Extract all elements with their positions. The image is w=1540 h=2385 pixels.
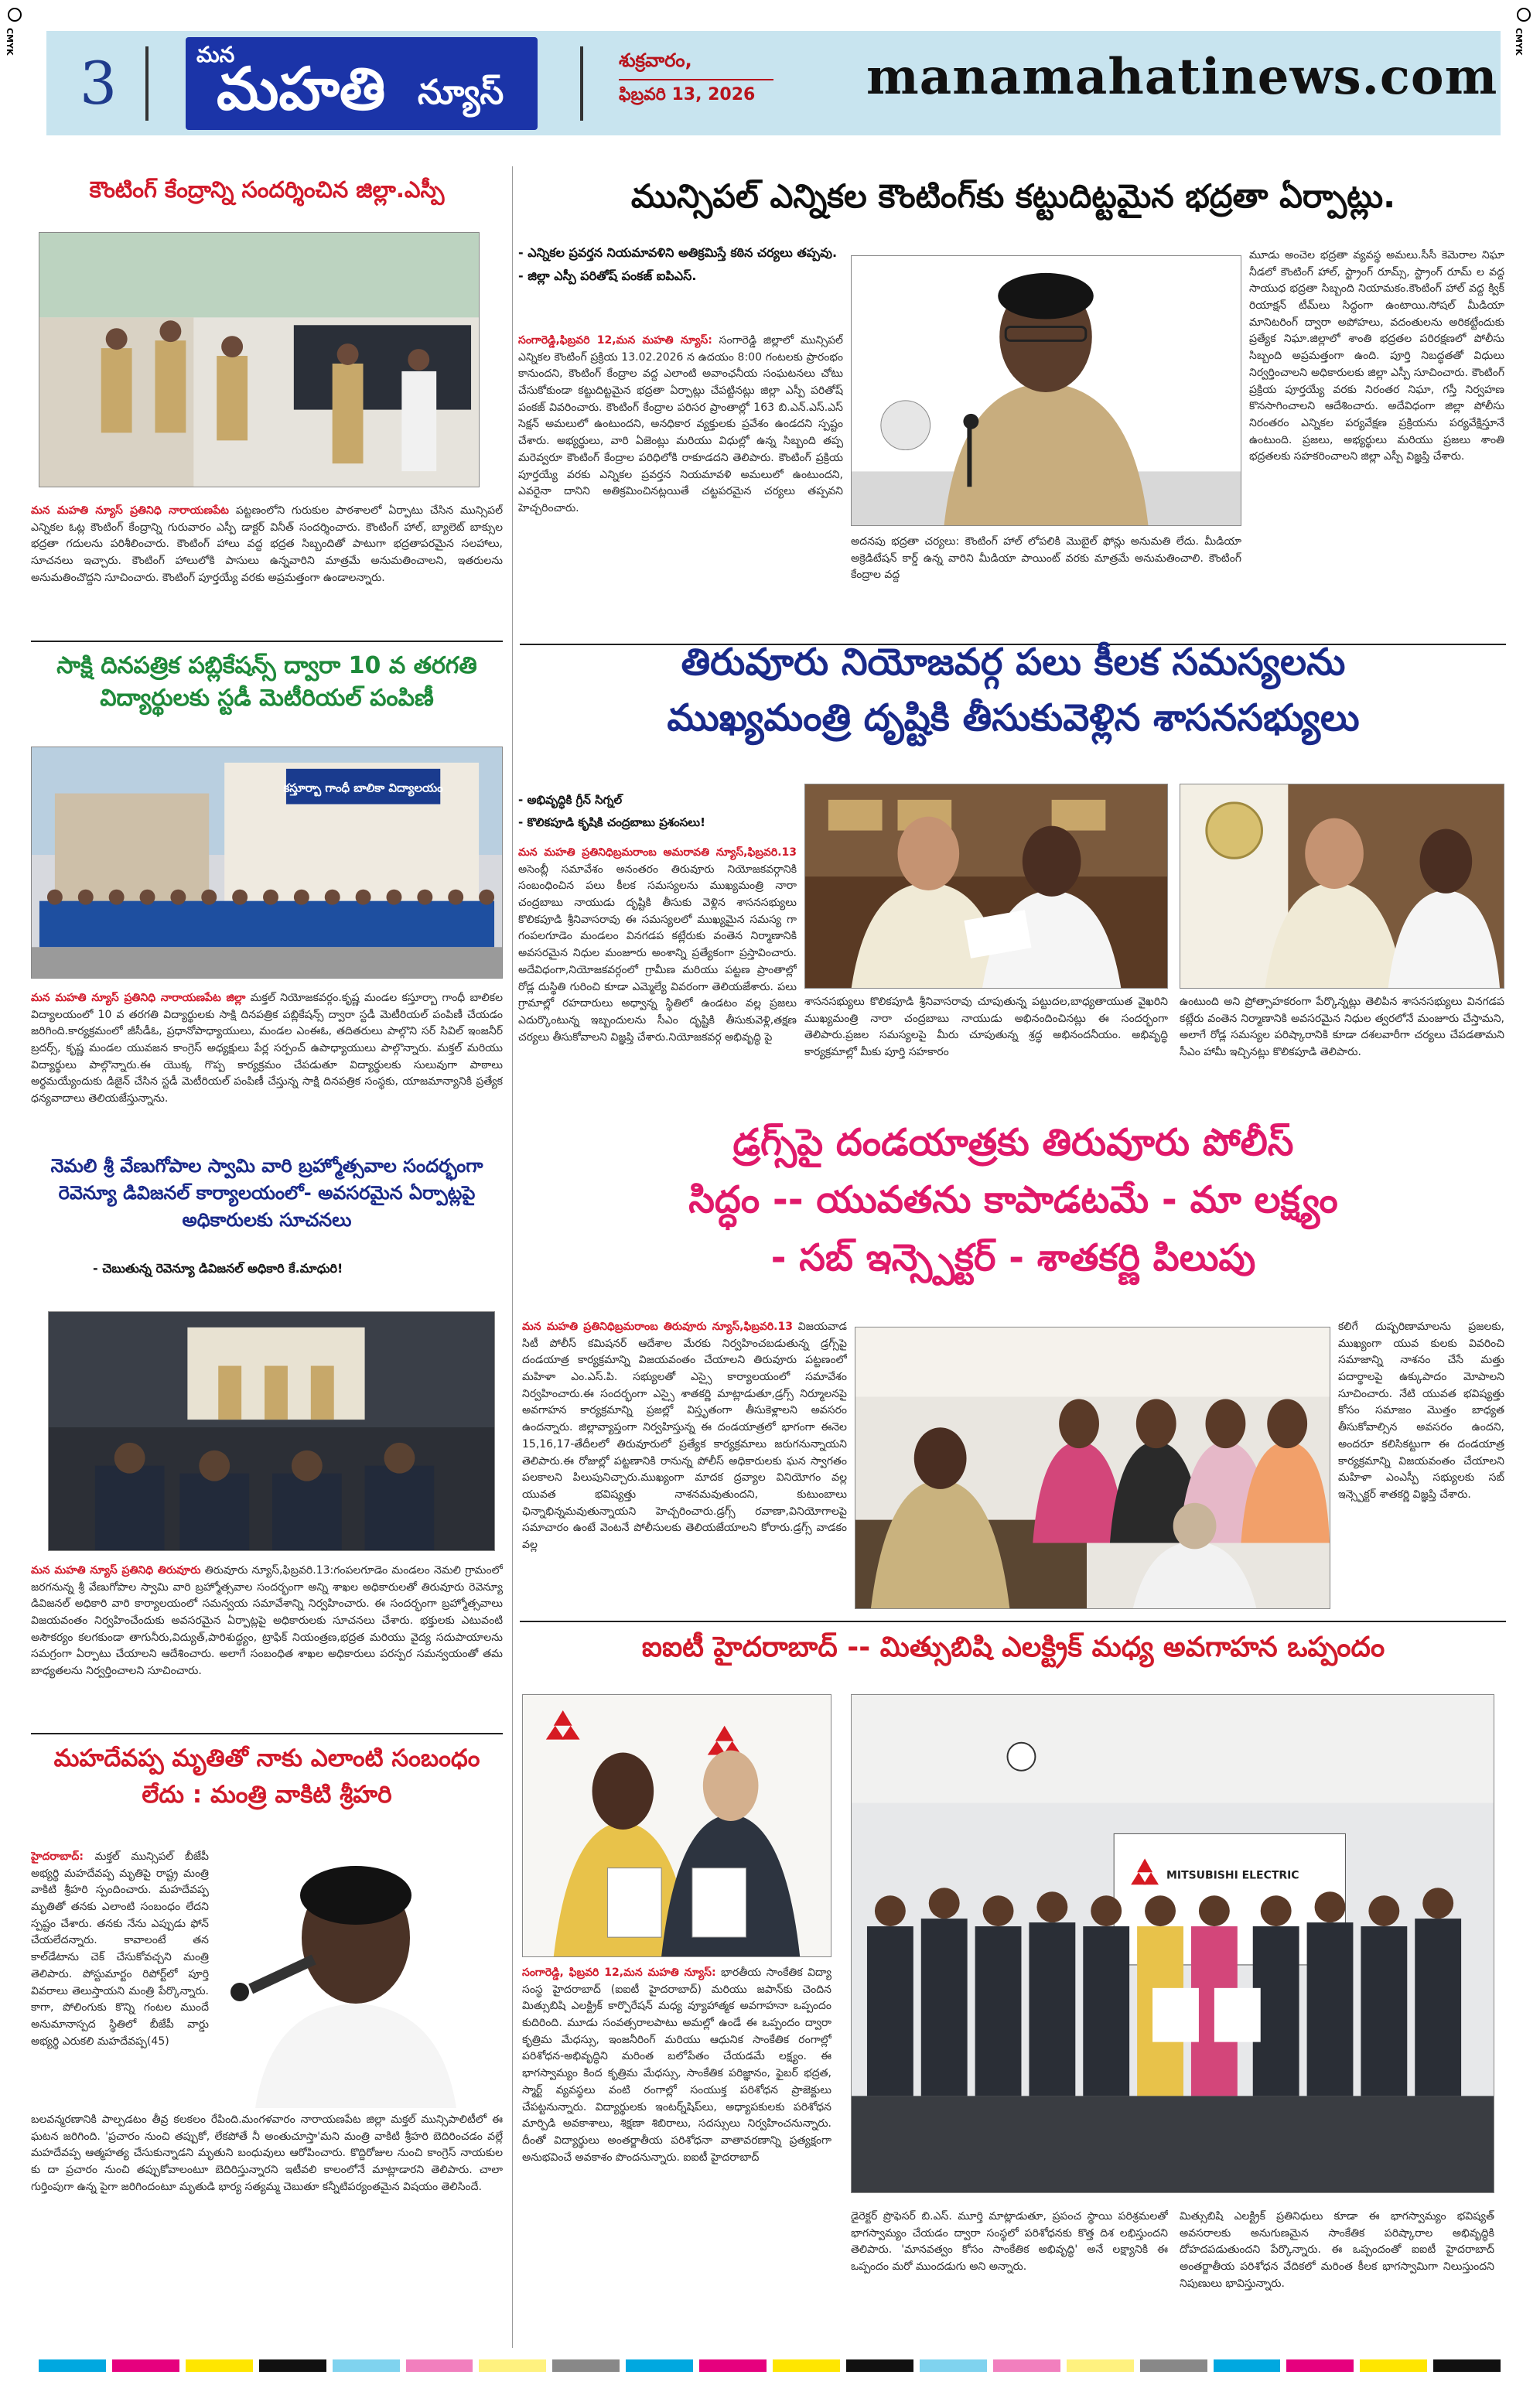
color-swatch (699, 2359, 767, 2372)
color-swatch (1360, 2359, 1427, 2372)
article5-body-wide: బలవన్మరణానికి పాల్పడటం తీవ్ర కలకలం రేపింది.మంగళవారం నారాయణపేట జిల్లా మక్తల్ మున్సిపాలిటీలో ఈ ఘటన జరిగింది. 'ప్రచారం నుంచి తప్పుకో, లేకపోతే నీ అంతుచూస్తా'మని మంత్రి వాకిటి శ్రీహరి బెదిరించడం వల్లే మహదేవప్ప ఆత్మహత్య చేసుకున్నాడని మృతుని బంధువులు ఆరోపించారు. కొద్దిరోజుల నుంచి కాంగ్రెస్ నాయకుల కు దా ప్రచారం నుంచి తప్పుకోవాలంటూ బెదిరిస్తున్నారని ఇటీవలి కాలంలోనే మాట్లాడారని తెలిపారు. చాలా గుర్తింపుగా ఉన్న పైగా జరిగిందంటూ మృతుడి భార్య సత్యమ్మ చెబుతూ కన్నీటిపర్యంతమైన విషయం తెలిసిందే. (31, 2113, 503, 2193)
article6-photo-1 (804, 784, 1168, 989)
mitsubishi-brand-text: MITSUBISHI ELECTRIC (1166, 1869, 1299, 1882)
article7-text-col1: విజయవాడ సిటీ పోలీస్ కమిషనర్ ఆదేశాల మేరకు నిర్వహించబడుతున్న డ్రగ్స్‌పై దండయాత్ర కార్యక్రమాన్ని విజయవంతం చేయాలని తిరువూరు పట్టణంలో మహిళా ఎం.ఎస్.పి. సభ్యులతో ఎస్సై కార్యాలయంలో సమావేశం నిర్వహించారు.ఈ సందర్భంగా ఎస్సై శాతకర్ణి మాట్లాడుతూ,డ్రగ్స్ నిర్మూలనపై అవగాహన కార్యక్రమాన్ని ప్రజల్లో విస్తృతంగా తీసుకెళ్లాలని అవసరం ఉందన్నారు. జిల్లావ్యాప్తంగా నిర్వహిస్తున్న ఈ దండయాత్రలో భాగంగా ఈనెల 15,16,17-తేదీలలో తిరువూరులో ప్రత్యేక కార్యక్రమాలు జరుగనున్నాయని తెలిపారు.ఈ రోజుల్లో పట్టణానికి రానున్న పోలీస్ అధికారులకు ఘన స్వాగతం పలకాలని పిలుపునిచ్చారు.ముఖ్యంగా మాదక ద్రవ్యాల వినియోగం వల్ల యువత భవిష్యత్తు నాశనమవుతుందని, కుటుంబాలు ఛిన్నాభిన్నమవుతున్నాయని హెచ్చరించారు.డ్రగ్స్ రవాణా,వినియోగాలపై సమాచారం ఉంటే వెంటనే పోలీసులకు తెలియజేయాలని కోరారు.డ్రగ్స్ వాడకం వల్ల (522, 1321, 847, 1551)
article3-dateline: మన మహతి న్యూస్ ప్రతినిధి నారాయణపేట జిల్లా (31, 992, 246, 1004)
article6-bullets (518, 789, 797, 833)
cmyk-label: CMYK (1514, 28, 1524, 56)
logo-prefix: మన (196, 42, 235, 67)
article8-headline: ఐఐటీ హైదరాబాద్ -- మిత్సుబిషి ఎలక్ట్రిక్ మధ్య అవగాహన ఒప్పందం (641, 1632, 1385, 1663)
article6-headline-line: తిరువూరు నియోజవర్గ పలు కీలక సమస్యలను (681, 641, 1346, 684)
divider (580, 46, 583, 121)
article3-body (31, 990, 503, 1149)
separator (31, 641, 503, 642)
article6-dateline: మన మహతి ప్రతినిధిబ్రమరాంబ అమరావతి న్యూస్,ఫిబ్రవరి.13 (518, 846, 797, 859)
masthead (46, 31, 1501, 135)
color-swatch (1286, 2359, 1354, 2372)
article6-body-col2: శాసనసభ్యులు కొలికపూడి శ్రీనివాసరావు చూపుతున్న పట్టుదల,బాధ్యతాయుత వైఖరిని ముఖ్యమంత్రి నారా చంద్రబాబు నాయుడు అభినందించినట్లు ఈ సందర్భంగా తెలిపారు.ప్రజల సమస్యలపై మీరు చూపుతున్న శ్రద్ధ అభినందనీయం. అభివృద్ధి కార్యక్రమాల్లో మీకు పూర్తి సహకారం (804, 996, 1168, 1059)
article4-body (31, 1563, 503, 1729)
article2-bullets (518, 241, 843, 289)
article1-body (31, 503, 503, 627)
article5-dateline: హైదరాబాద్: (31, 1850, 84, 1863)
article4-headline: నెమలి శ్రీ వేణుగోపాల స్వామి వారి బ్రహ్మోత్సవాల సందర్భంగా రెవెన్యూ డివిజనల్ కార్యాలయంలో- అవసరమైన ఏర్పాట్లపై అధికారులకు సూచనలు (50, 1155, 483, 1231)
article2-dateline: సంగారెడ్డి,ఫిబ్రవరి 12,మన మహతి న్యూస్: (518, 334, 712, 347)
article7-headline-line: డ్రగ్స్‌పై దండయాత్రకు తిరువూరు పోలీస్ (732, 1121, 1294, 1164)
article8-body-col3: మిత్సుబిషి ఎలక్ట్రిక్ ప్రతినిధులు కూడా ఈ భాగస్వామ్యం భవిష్యత్ అవసరాలకు అనుగుణమైన సాంకేతిక పరిష్కారాల అభివృద్ధికి దోహదపడుతుందని పేర్కొన్నారు. ఈ ఒప్పందంతో ఐఐటీ హైదరాబాద్ అంతర్జాతీయ పరిశోధన వేదికలో మరింత కీలక భాగస్వామిగా నిలుస్తుందని నిపుణులు భావిస్తున్నారు. (1180, 2210, 1494, 2290)
issue-date-text: ఫిబ్రవరి 13, 2026 (619, 85, 756, 104)
cmyk-label: CMYK (5, 28, 15, 56)
registration-mark-icon (1517, 8, 1531, 22)
color-swatch (1433, 2359, 1501, 2372)
article2-headline: మున్సిపల్ ఎన్నికల కౌంటింగ్‌కు కట్టుదిట్టమైన భద్రతా ఏర్పాట్లు. (630, 177, 1396, 215)
article8-body-col1 (522, 1965, 831, 2344)
article7-headline-line: - సబ్ ఇన్స్పెక్టర్ - శాతకర్ణి పిలుపు (770, 1235, 1256, 1280)
color-swatch (1214, 2359, 1281, 2372)
logo-title: మహతి (217, 54, 386, 123)
article6-photo-2 (1180, 784, 1504, 989)
color-swatch (259, 2359, 326, 2372)
color-swatch (1140, 2359, 1207, 2372)
article1-dateline: మన మహతి న్యూస్ ప్రతినిధి నారాయణపేట (31, 504, 229, 517)
website-url[interactable]: manamahatinews.com (866, 48, 1498, 106)
color-swatch (39, 2359, 106, 2372)
separator (520, 1621, 1506, 1622)
article5-body-narrow (31, 1849, 209, 2104)
issue-date (619, 50, 773, 108)
color-swatch (920, 2359, 987, 2372)
color-swatch (333, 2359, 400, 2372)
separator (31, 1733, 503, 1734)
article8-photo-1 (522, 1694, 831, 1957)
school-sign-text: కస్తూర్బా గాంధీ బాలికా విద్యాలయం (283, 781, 443, 795)
article1-headline: కౌంటింగ్ కేంద్రాన్ని సందర్శించిన జిల్లా.ఎస్పీ (89, 176, 445, 203)
article4-subline: - చెబుతున్న రెవెన్యూ డివిజనల్ అధికారి కే.మాధురి! (93, 1261, 343, 1276)
article6-text-col1: అసెంబ్లీ సమావేశం అనంతరం తిరువూరు నియోజకవర్గానికి సంబంధించిన పలు కీలక సమస్యలను ముఖ్యమంత్రి నారా చంద్రబాబు నాయుడు దృష్టికి తీసుకు వెళ్లిన శాసనసభ్యులు కొలికపూడి శ్రీనివాసరావు ఈ సమస్యలలో ముఖ్యమైన సమస్య గా గంపలగూడెం మండలం వినగడప కట్లేరుకు వంతెన నిర్మాణానికి అవసరమైన నిధుల మంజూరు అంశాన్ని ప్రత్యేకంగా ప్రస్తావించారు. అదేవిధంగా,నియోజకవర్గంలో గ్రామీణ మరియు పట్టణ ప్రాంతాల్లో రోడ్ల దుస్థితి గురించి కూడా ఎమ్మెల్యే వివరంగా తెలియజేశారు. పలు గ్రామాల్లో రహదారులు అధ్వాన్న స్థితిలో ఉండటం వల్ల ప్రజలు ఎదుర్కొంటున్న ఇబ్బందులను సీఎం దృష్టికి తీసుకువెళ్లి,తక్షణ చర్యలు తీసుకోవాలని విజ్ఞప్తి చేశారు.నియోజకవర్గ అభివృద్ధి పై (518, 863, 797, 1044)
article7-body-col2: కలిగే దుష్పరిణామాలను ప్రజలకు, ముఖ్యంగా యువ కులకు వివరించి సమాజాన్ని నాశనం చేసే మత్తు పదార్థాలపై ఉక్కుపాదం మోపాలని సూచించారు. నేటి యువత భవిష్యత్తు కోసం సమాజం మొత్తం బాధ్యత తీసుకోవాల్సిన అవసరం ఉందని, అందరూ కలిసికట్టుగా ఈ దండయాత్ర కార్యక్రమాన్ని విజయవంతం చేయాలని మహిళా ఎంఎస్పీ సభ్యులకు సబ్ ఇన్స్పెక్టర్ శాతకర్ణి విజ్ఞప్తి చేశారు. (1338, 1321, 1504, 1501)
article3-headline: సాక్షి దినపత్రిక పబ్లికేషన్స్ ద్వారా 10 వ తరగతి విద్యార్థులకు స్టడీ మెటీరియల్ పంపిణీ (56, 652, 477, 712)
article3-photo (31, 747, 503, 979)
article7-headline (522, 1114, 1504, 1286)
divider (145, 46, 149, 121)
color-swatch (1067, 2359, 1134, 2372)
article5-photo (224, 1853, 487, 2108)
color-swatch (993, 2359, 1060, 2372)
registration-mark-icon (8, 8, 22, 22)
article6-bullet: - అభివృద్ధికి గ్రీన్ సిగ్నల్ (518, 793, 623, 807)
color-swatch (552, 2359, 620, 2372)
article8-photo-2 (851, 1694, 1494, 2193)
article8-dateline: సంగారెడ్డి, ఫిబ్రవరి 12,మన మహతి న్యూస్: (522, 1966, 716, 1979)
newspaper-logo (186, 37, 538, 130)
color-swatch (626, 2359, 693, 2372)
color-swatch (186, 2359, 253, 2372)
article7-photo (855, 1327, 1330, 1609)
article2-body-col1 (518, 333, 843, 642)
article7-dateline: మన మహతి ప్రతినిధిబ్రమరాంబ తిరువూరు న్యూస్,ఫిబ్రవరి.13 (522, 1321, 793, 1333)
article8-text-col1: భారతీయ సాంకేతిక విద్యా సంస్థ హైదరాబాద్ (ఐఐటీ హైదరాబాద్) మరియు జపాన్‌కు చెందిన మిత్సుబిషి ఎలక్ట్రిక్ కార్పొరేషన్ మధ్య వ్యూహాత్మక అవగాహనా ఒప్పందం కుదిరింది. మూడు సంవత్సరాలపాటు అమల్లో ఉండే ఈ ఒప్పందం ద్వారా కృత్రిమ మేధస్సు, ఇంజనీరింగ్ మరియు ఆధునిక సాంకేతిక రంగాల్లో పరిశోధన-అభివృద్ధిని మరింత బలోపేతం చేయడమే లక్ష్యం. ఈ భాగస్వామ్యం కింద కృత్రిమ మేధస్సు, సాంకేతిక పరిజ్ఞానం, ఫైబర్ భద్రత, స్మార్ట్ వ్యవస్థలు వంటి రంగాల్లో సంయుక్త పరిశోధన ప్రాజెక్టులు చేపట్టనున్నారు. విద్యార్థులకు ఇంటర్న్‌షిప్‌లు, అధ్యాపకులకు పరిశోధన మార్పిడి అవకాశాలు, శిక్షణా శిబిరాలు, సదస్సులు నిర్వహించనున్నారు. దీంతో విద్యార్థులు అంతర్జాతీయ పరిశోధనా వాతావరణాన్ని ప్రత్యక్షంగా అనుభవించే అవకాశం పొందనున్నారు. ఐఐటీ హైదరాబాద్ (522, 1966, 831, 2164)
article2-text-col1: సంగారెడ్డి జిల్లాలో మున్సిపల్ ఎన్నికల కౌంటింగ్ ప్రక్రియ 13.02.2026 న ఉదయం 8:00 గంటలకు ప్రారంభం కానుందని, కౌంటింగ్ కేంద్రాల వద్ద ఎలాంటి అవాంఛనీయ సంఘటనలు చోటు చేసుకోకుండా కట్టుదిట్టమైన భద్రతా ఏర్పాట్లు చేపట్టినట్లు జిల్లా ఎస్పీ పరితోష్ పంకజ్ వివరించారు. కౌంటింగ్ కేంద్రాల పరిసర ప్రాంతాల్లో 163 బి.ఎన్.ఎస్.ఎస్ సెక్షన్ అమలులో ఉంటుందని, అనధికార వ్యక్తులకు ప్రవేశం ఉండదని స్పష్టం చేశారు. అభ్యర్థులు, వారి ఏజెంట్లు మరియు విధుల్లో ఉన్న సిబ్బంది తప్ప మరెవ్వరూ కౌంటింగ్ కేంద్రాల పరిధిలోకి రాకూడదని తెలిపారు. కౌంటింగ్ ప్రక్రియ పూర్తయ్యే వరకు ఎన్నికల ప్రవర్తన నియమావళి అమలులో ఉంటుందని, ఎవరైనా దానిని అతిక్రమించినట్లయితే చట్టపరమైన చర్యలు తప్పవని హెచ్చరించారు. (518, 334, 843, 514)
color-swatch (773, 2359, 840, 2372)
article6-headline-line: ముఖ్యమంత్రి దృష్టికి తీసుకువెళ్లిన శాసనసభ్యులు (667, 696, 1360, 740)
article4-photo (48, 1311, 495, 1551)
column-divider (512, 166, 513, 2348)
color-calibration-bar (39, 2359, 1501, 2375)
article1-photo (39, 232, 480, 487)
article5-text-narrow: మక్తల్ మున్సిపల్ బీజేపీ అభ్యర్థి మహదేవప్ప మృతిపై రాష్ట్ర మంత్రి వాకిటి శ్రీహరి స్పందించారు. మహదేవప్ప మృతితో తనకు ఎలాంటి సంబంధం లేదని స్పష్టం చేశారు. తనకు నేను ఎప్పుడు ఫోన్ చేయలేదన్నారు. కావాలంటే తన కాల్‌డేటాను చెక్ చేసుకోవచ్చని మంత్రి తెలిపారు. పోస్టుమార్టం రిపోర్ట్‌లో పూర్తి వివరాలు తెలుస్తాయని మంత్రి పేర్కొన్నారు. కాగా, పోలింగుకు కొన్ని గంటల ముందే అనుమానాస్పద స్థితిలో బీజేపీ వార్డు అభ్యర్థి ఎరుకలి మహదేవప్ప(45) (31, 1850, 209, 2048)
issue-day: శుక్రవారం, (619, 50, 773, 80)
crop-mark-left (0, 0, 31, 62)
page-number: 3 (79, 49, 118, 118)
article4-text: తిరువూరు న్యూస్,ఫిబ్రవరి.13:గంపలగూడెం మండలం నెమలి గ్రామంలో జరగనున్న శ్రీ వేణుగోపాల స్వామి వారి బ్రహ్మోత్సవాల సందర్భంగా అన్ని శాఖల అధికారులతో తిరువూరు రెవెన్యూ డివిజనల్ అధికారి వారి కార్యాలయంలో సమన్వయ సమావేశాన్ని నిర్వహించారు. ఈ సందర్భంగా బ్రహ్మోత్సవాలు విజయవంతం నిర్వహించేందుకు అవసరమైన ఏర్పాట్లపై అధికారులకు సూచనలు చేశారు. భక్తులకు ఎటువంటి అసౌకర్యం కలగకుండా తాగునీరు,విద్యుత్,పారిశుద్ధ్యం, ట్రాఫిక్ నియంత్రణ,భద్రత మరియు వైద్య సదుపాయాలను సమగ్రంగా ఏర్పాటు చేయాలని ఆదేశించారు. అలాగే సంబంధిత శాఖల అధికారులు పరస్పర సమన్వయంతో తమ బాధ్యతలను నిర్వర్తించాలని సూచించారు. (31, 1564, 503, 1678)
logo-news: న్యూస్ (418, 73, 504, 112)
article8-body-col2: డైరెక్టర్ ప్రొఫెసర్ బి.ఎస్. మూర్తి మాట్లాడుతూ, ప్రపంచ స్థాయి పరిశ్రమలతో భాగస్వామ్యం చేయడం ద్వారా సంస్థలో పరిశోధనకు కొత్త దిశ లభిస్తుందని తెలిపారు. 'మానవత్వం కోసం సాంకేతిక అభివృద్ధి' అనే లక్ష్యానికి ఈ ఒప్పందం మరో ముందడుగు అని అన్నారు. (851, 2210, 1168, 2274)
article6-bullet: - కొలికపూడి కృషికి చంద్రబాబు ప్రశంసలు! (518, 815, 705, 829)
article2-bullet: - ఎన్నికల ప్రవర్తన నియమావళిని అతిక్రమిస్తే కఠిన చర్యలు తప్పవు. (518, 245, 838, 260)
color-swatch (406, 2359, 473, 2372)
article7-headline-line: సిద్ధం -- యువతను కాపాడటమే - మా లక్ష్యం (688, 1178, 1338, 1222)
article2-bullet: - జిల్లా ఎస్పీ పరితోష్ పంకజ్ ఐపిఎస్. (518, 268, 697, 284)
article7-body-col1 (522, 1319, 847, 1617)
article2-body-col2: అదనపు భద్రతా చర్యలు: కౌంటింగ్ హాల్ లోపలికి మొబైల్ ఫోన్లు అనుమతి లేదు. మీడియా అక్రెడిటేషన్ కార్డ్ ఉన్న వారిని మీడియా పాయింట్ వరకు మాత్రమే అనుమతించాలి. కౌంటింగ్ కేంద్రాల వద్ద (851, 535, 1241, 582)
article4-dateline: మన మహతి న్యూస్ ప్రతినిధి తిరువూరు (31, 1564, 201, 1577)
article6-headline (522, 634, 1504, 746)
article2-photo (851, 255, 1241, 526)
article5-headline: మహదేవప్ప మృతితో నాకు ఎలాంటి సంబంధం లేదు : మంత్రి వాకిటి శ్రీహరి (53, 1744, 480, 1809)
article2-body-col3: మూడు అంచెల భద్రతా వ్యవస్థ అమలు.సీసీ కెమెరాల నిఘా నీడలో కౌంటింగ్ హాల్, స్ట్రాంగ్ రూమ్స్, స్ట్రాంగ్ రూమ్ ల వద్ద సాయుధ భద్రతా సిబ్బంది నియామకం.కౌంటింగ్ హాల్ వద్ద క్విక్ రియాక్షన్ టీమ్‌లు సిద్ధంగా ఉంటాయి.సోషల్ మీడియా మానిటరింగ్ ద్వారా అపోహలు, వదంతులను అరికట్టేందుకు ప్రత్యేక నిఘా.జిల్లాలో శాంతి భద్రతల పరిరక్షణలో పోలీసు సిబ్బంది అప్రమత్తంగా ఉంది. పూర్తి నిబద్ధతతో విధులు నిర్వర్తించాలని అధికారులకు జిల్లా ఎస్పీ సూచించారు. కౌంటింగ్ ప్రక్రియ పూర్తయ్యే వరకు నిరంతర నిఘా, గస్తీ నిర్వహణ కొనసాగించాలని ఆదేశించారు. అదేవిధంగా జిల్లా పోలీసు నిరంతరం ఎన్నికల పర్యవేక్షణ ప్రక్రియను పర్యవేక్షిస్తూనే ఉంటుంది. ప్రజలు, అభ్యర్థులు మరియు ప్రజలు శాంతి భద్రతలకు సహకరించాలని జిల్లా ఎస్పీ విజ్ఞప్తి చేశారు. (1249, 249, 1504, 463)
article1-text: పట్టణంలోని గురుకుల పాఠశాలలో ఏర్పాటు చేసిన మున్సిపల్ ఎన్నికల ఓట్ల కౌంటింగ్ కేంద్రాన్ని గురువారం ఎస్పీ డాక్టర్ వినీత్ సందర్శించారు. కౌంటింగ్ హాల్, బ్యాలెట్ బాక్సుల భద్రతా గదులను పరిశీలించారు. కౌంటింగ్ హాలు వద్ద భద్రత సిబ్బందితో పాటుగా భద్రతాపరమైన సలహాలు, సూచనలు ఇచ్చారు. కౌంటింగ్ హాలులోకి పాసులు ఉన్నవారిని మాత్రమే అనుమతించాలని, ఇతరులను అనుమతించొద్దని సూచించారు. కౌంటింగ్ పూర్తయ్యే వరకు అప్రమత్తంగా ఉండాలన్నారు. (31, 504, 503, 584)
color-swatch (112, 2359, 179, 2372)
color-swatch (846, 2359, 913, 2372)
article3-text: మక్తల్ నియోజకవర్గం.కృష్ణ మండల కస్తూర్బా గాంధీ బాలికల విద్యాలయంలో 10 వ తరగతి విద్యార్థులకు సాక్షి దినపత్రిక పబ్లికేషన్స్ ద్వారా స్టడీ మెటీరియల్ పంపిణీ చేయడం జరిగింది.కార్యక్రమంలో జీసీడీఓ, ప్రధానోపాధ్యాయులు, మండల ఎంఈఓ, తదితరులు పాల్గొని సర్ సివిల్ ఇంజనీర్ బ్రదర్స్, కృష్ణ మండల యువజన కాంగ్రెస్ అధ్యక్షులు పేర్ల సర్పంచ్ ఉపాధ్యాయులు పాల్గొన్నారు. మక్తల్ మరియు విద్యార్థులు పాల్గొన్నారు.ఈ యొక్క గొప్ప కార్యక్రమం చేపడుతూ విద్యార్థులకు సులువుగా పాఠాలు అర్థమయ్యేందుకు డిజైన్ చేసిన స్టడీ మెటీరియల్ పంపిణీ చేస్తున్న సాక్షి దినపత్రిక సంస్థకు, యాజమాన్యానికి ప్రత్యేక ధన్యవాదాలు తెలియజేస్తున్నాను. (31, 992, 503, 1105)
crop-mark-right (1509, 0, 1540, 62)
color-swatch (479, 2359, 546, 2372)
article6-body-col3: ఉంటుంది అని ప్రోత్సాహకరంగా పేర్కొన్నట్లు తెలిపిన శాసనసభ్యులు వినగడప కట్లేరు వంతెన నిర్మాణానికి అవసరమైన నిధుల త్వరలోనే మంజూరు చేస్తామని, అలాగే రోడ్ల సమస్యల పరిష్కారానికి కూడా దశలవారీగా చర్యలు చేపడతామని సీఎం హామీ ఇచ్చినట్లు కొలికపూడి తెలిపారు. (1180, 996, 1504, 1059)
